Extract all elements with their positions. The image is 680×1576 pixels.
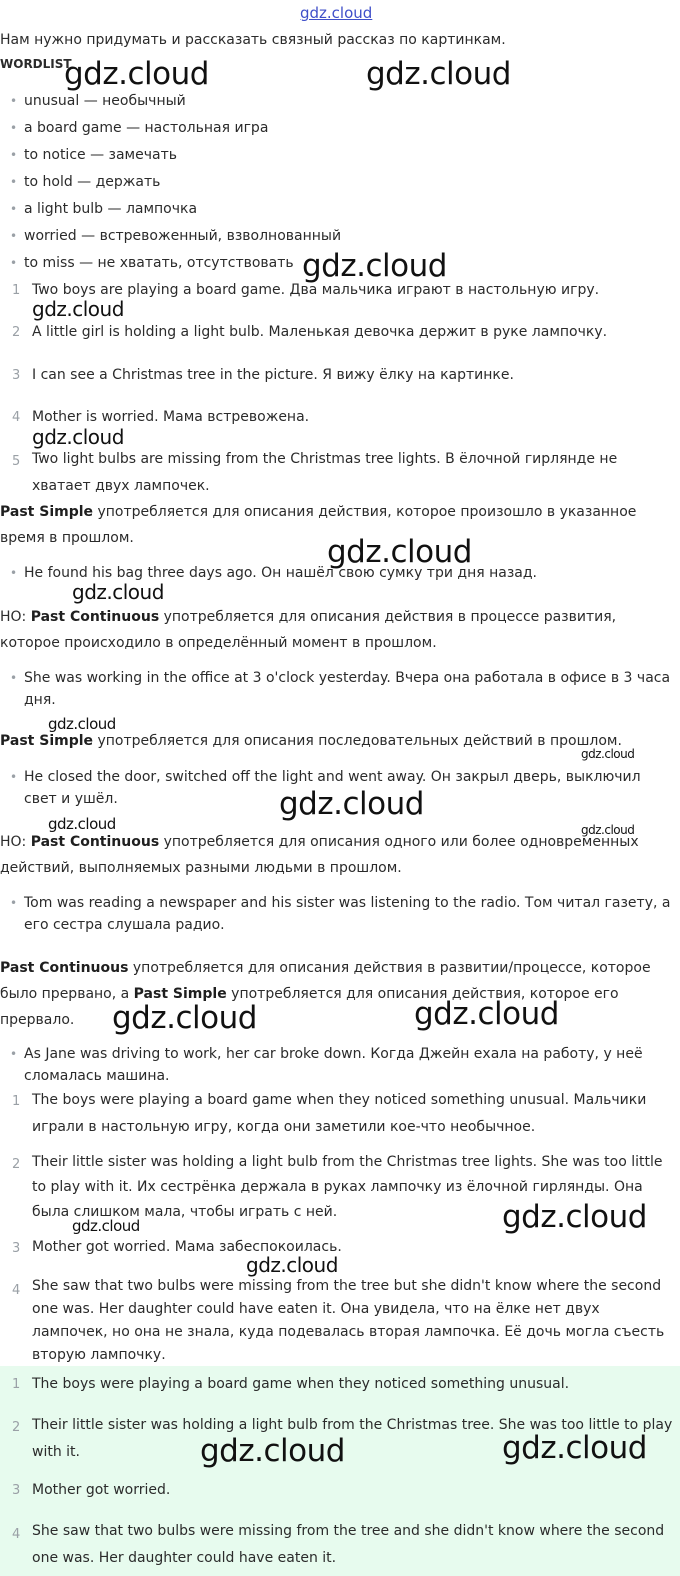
answer-number: 1 — [12, 1377, 21, 1392]
sentence-text: Their little sister was holding a light bulb from the Christmas tree lights. She was too little to play with it. Их сестрёнка держала в руках лампочку из ёлочной гирлянды. Она была слишком мала, чтобы играть с ней. — [32, 1154, 663, 1220]
tense-name: Past Simple — [0, 504, 94, 520]
tense-name: Past Simple — [133, 986, 227, 1002]
watermark-logo: gdz.cloud — [327, 534, 472, 570]
watermark-logo: gdz.cloud — [279, 786, 424, 822]
answer-number: 2 — [12, 1420, 21, 1435]
watermark-logo: gdz.cloud — [366, 56, 511, 92]
sentence-number: 2 — [12, 325, 21, 340]
tense-name: Past Continuous — [30, 834, 160, 850]
answer-number: 3 — [12, 1483, 21, 1498]
watermark-logo: gdz.cloud — [246, 1253, 338, 1277]
rule-text: Past Continuous употребляется для описания действия в развитии/процессе, которое было прервано, а Past Simple употребляется для описания действия, которое его прервало. — [0, 960, 651, 1028]
tense-name: Past Simple — [0, 733, 94, 749]
rule-example: • As Jane was driving to work, her car broke down. Когда Джейн ехала на работу, у неё сломалась машина. — [24, 1043, 674, 1087]
sentence-number: 4 — [12, 1283, 21, 1298]
sentence-text: Mother is worried. Мама встревожена. — [32, 409, 310, 425]
sentence-number: 1 — [12, 1094, 21, 1109]
watermark-logo: gdz.cloud — [64, 56, 209, 92]
sentence-number: 5 — [12, 454, 21, 469]
tense-name: Past Continuous — [30, 609, 160, 625]
answer-text: She saw that two bulbs were missing from the tree and she didn't know where the second one was. Her daughter could have eaten it. — [32, 1523, 665, 1566]
rule-example: • Tom was reading a newspaper and his sister was listening to the radio. Том читал газету, а его сестра слушала радио. — [24, 892, 674, 936]
wordlist-item: • to hold — держать — [24, 171, 674, 193]
wordlist-item: • unusual — необычный — [24, 90, 674, 112]
sentence-text: Two boys are playing a board game. Два мальчика играют в настольную игру. — [32, 282, 600, 298]
watermark-logo: gdz.cloud — [581, 747, 635, 761]
sentence-number: 3 — [12, 1241, 21, 1256]
rule-text: Past Simple употребляется для описания действия, которое произошло в указанное время в прошлом. — [0, 504, 637, 546]
wordlist-item: • to notice — замечать — [24, 144, 674, 166]
wordlist-title: WORDLIST — [0, 57, 72, 71]
tense-name: Past Continuous — [0, 960, 129, 976]
sentence-text: Two light bulbs are missing from the Christmas tree lights. В ёлочной гирлянде не хватает двух лампочек. — [32, 451, 618, 494]
wordlist-item: • a board game — настольная игра — [24, 117, 674, 139]
answer-text: Their little sister was holding a light bulb from the Christmas tree. She was too little to play with it. — [32, 1417, 673, 1460]
watermark-logo: gdz.cloud — [72, 1217, 140, 1235]
sentence-text: Mother got worried. Мама забеспокоилась. — [32, 1239, 342, 1255]
watermark-logo: gdz.cloud — [502, 1430, 647, 1466]
sentence-text: A little girl is holding a light bulb. Маленькая девочка держит в руке лампочку. — [32, 324, 608, 340]
watermark-logo: gdz.cloud — [48, 715, 116, 733]
rule-text: НО: Past Continuous употребляется для описания действия в процессе развития, которое происходило в определённый момент в прошлом. — [0, 609, 617, 651]
wordlist-item: • a light bulb — лампочка — [24, 198, 674, 220]
sentence-number: 1 — [12, 283, 21, 298]
rule-text: НО: Past Continuous употребляется для описания одного или более одновременных действий, выполняемых разными людьми в прошлом. — [0, 834, 639, 876]
rule-example: • She was working in the office at 3 o'clock yesterday. Вчера она работала в офисе в 3 часа дня. — [24, 667, 674, 711]
sentence-number: 2 — [12, 1157, 21, 1172]
answer-text: Mother got worried. — [32, 1482, 171, 1498]
rule-example: • He closed the door, switched off the light and went away. Он закрыл дверь, выключил свет и ушёл. — [24, 766, 674, 810]
watermark-logo: gdz.cloud — [302, 248, 447, 284]
sentence-number: 3 — [12, 368, 21, 383]
sentence-text: She saw that two bulbs were missing from the tree but she didn't know where the second one was. Her daughter could have eaten it. Она увидела, что на ёлке нет двух лампочек, но она не знала, куда подевалась вторая лампочка. Её дочь могла съесть вторую лампочку. — [32, 1278, 665, 1363]
watermark-logo: gdz.cloud — [414, 996, 559, 1032]
sentence-text: The boys were playing a board game when they noticed something unusual. Мальчики играли в настольную игру, когда они заметили кое-что необычное. — [32, 1092, 647, 1135]
watermark-logo: gdz.cloud — [581, 823, 635, 837]
rule-example: • He found his bag three days ago. Он нашёл свою сумку три дня назад. — [24, 562, 674, 584]
sentence-number: 4 — [12, 410, 21, 425]
intro-text: Нам нужно придумать и рассказать связный рассказ по картинкам. — [0, 32, 506, 48]
watermark-logo: gdz.cloud — [32, 425, 124, 449]
site-logo-link[interactable]: gdz.cloud — [300, 4, 373, 22]
watermark-logo: gdz.cloud — [502, 1199, 647, 1235]
sentence-text: I can see a Christmas tree in the picture. Я вижу ёлку на картинке. — [32, 367, 514, 383]
answer-number: 4 — [12, 1527, 21, 1542]
watermark-logo: gdz.cloud — [72, 580, 164, 604]
watermark-logo: gdz.cloud — [112, 1000, 257, 1036]
watermark-logo: gdz.cloud — [48, 815, 116, 833]
answer-text: The boys were playing a board game when they noticed something unusual. — [32, 1376, 570, 1392]
wordlist-item: • to miss — не хватать, отсутствовать — [24, 252, 674, 274]
wordlist-item: • worried — встревоженный, взволнованный — [24, 225, 674, 247]
watermark-logo: gdz.cloud — [200, 1433, 345, 1469]
rule-text: Past Simple употребляется для описания последовательных действий в прошлом. — [0, 733, 622, 749]
watermark-logo: gdz.cloud — [32, 297, 124, 321]
